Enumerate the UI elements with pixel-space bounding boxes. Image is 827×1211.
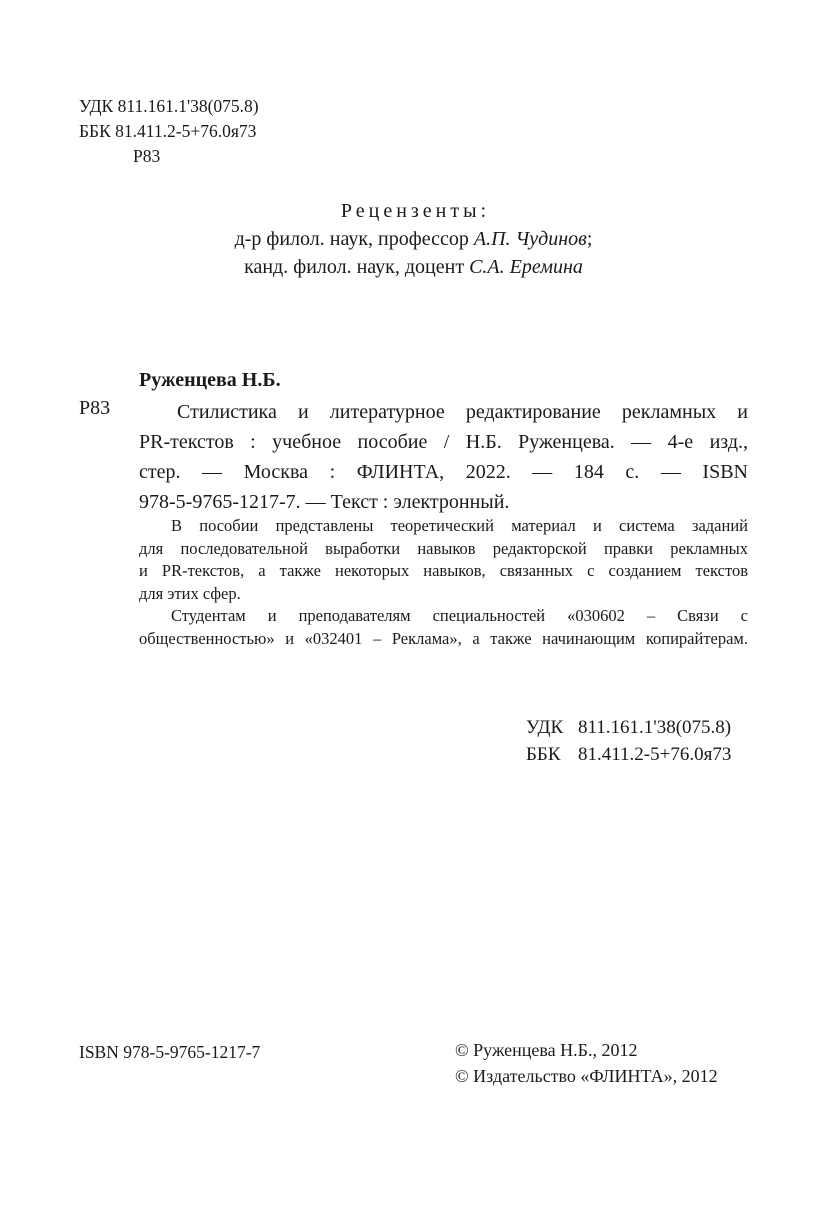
record-line-4: 978-5-9765-1217-7. — Текст : электронный. [139,491,510,513]
copyright-publisher: © Издательство «ФЛИНТА», 2012 [455,1066,718,1086]
reviewer-2-name: С.А. Еремина [469,256,583,278]
bbk-right-value: 81.411.2-5+76.0я73 [578,744,732,765]
udk-right-label: УДК [526,717,564,738]
record-author: Руженцева Н.Б. [139,369,281,391]
reviewers-heading: Рецензенты: [340,200,491,222]
reviewer-2 [0,253,827,281]
bbk-code: ББК 81.411.2-5+76.0я73 [79,121,257,141]
udk-right-value: 811.161.1'38(075.8) [578,717,732,738]
record-mark: Р83 [79,397,111,419]
abstract-line-5: Студентам и преподавателям специальностей «030602 – Связи с [171,606,748,625]
classification-block [79,94,259,169]
reviewer-1-name: А.П. Чудинов [473,228,587,250]
bbk-right-label: ББК [526,744,561,765]
copyright-block [455,1037,718,1089]
bbk-right-row [526,741,731,768]
abstract [139,515,748,650]
abstract-line-2: для последовательной выработки навыков редакторской правки рекламных [139,538,748,558]
copyright-author: © Руженцева Н.Б., 2012 [455,1040,638,1060]
record-line-1: Стилистика и литературное редактирование рекламных и [177,401,748,423]
abstract-line-1: В пособии представлены теоретический материал и система заданий [171,516,748,535]
record-line-2: PR-текстов : учебное пособие / Н.Б. Руженцева. — 4-е изд., [139,431,748,453]
reviewers-block [0,197,827,281]
udk-right-row [526,714,731,741]
classification-right [526,714,731,768]
udk-code: УДК 811.161.1'38(075.8) [79,96,259,116]
bibliographic-record [139,397,748,517]
reviewer-1 [0,225,827,253]
reviewer-1-title: д-р филол. наук, профессор [234,228,474,250]
abstract-line-4: для этих сфер. [139,583,241,603]
reviewer-2-title: канд. филол. наук, доцент [244,256,470,278]
record-line-3: стер. — Москва : ФЛИНТА, 2022. — 184 с. — ISBN [139,461,748,483]
reviewer-1-punct: ; [586,228,593,250]
author-mark: Р83 [133,146,161,166]
isbn: ISBN 978-5-9765-1217-7 [79,1042,261,1062]
abstract-line-6: общественностью» и «032401 – Реклама», а также начинающим копирайтерам. [139,628,748,648]
abstract-line-3: и PR-текстов, а также некоторых навыков, связанных с созданием текстов [139,561,748,580]
